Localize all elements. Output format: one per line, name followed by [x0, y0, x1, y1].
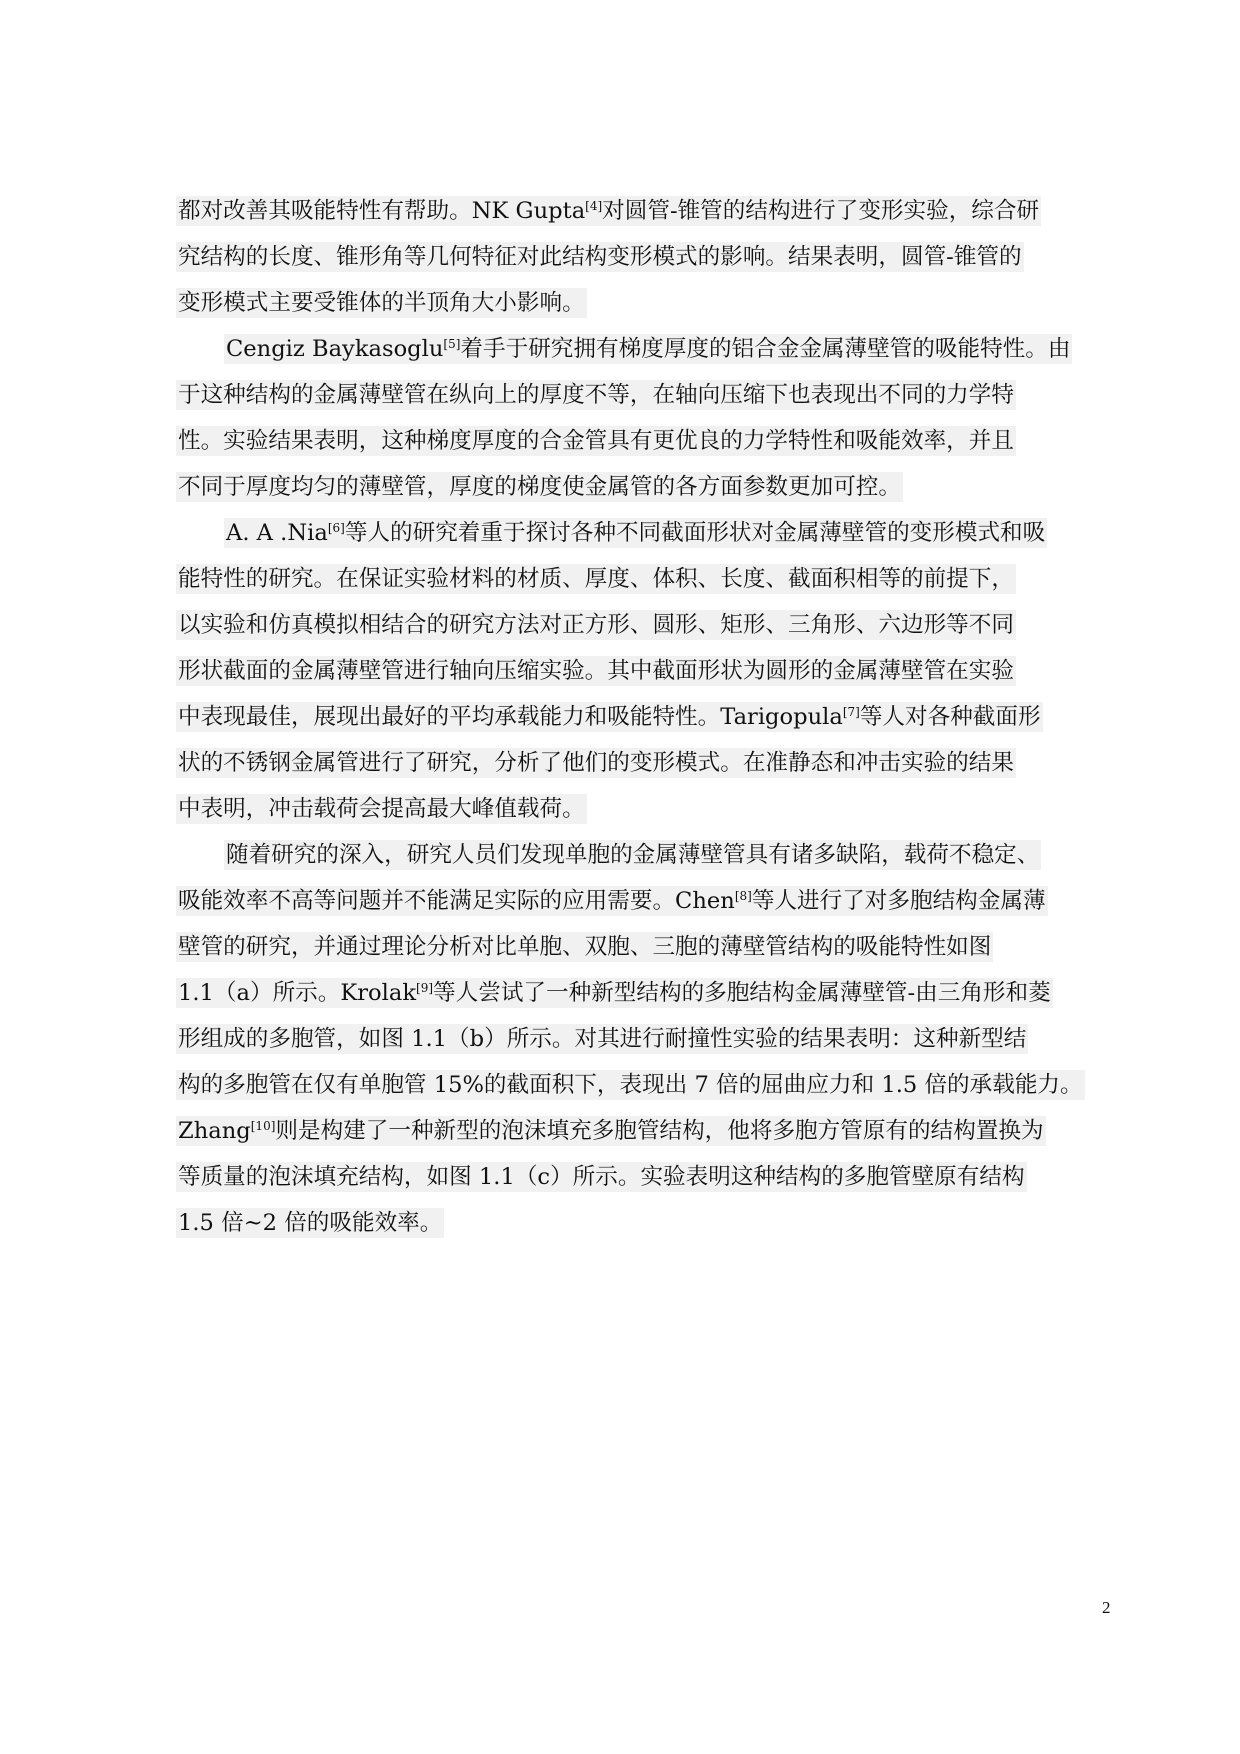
text-line [178, 372, 1118, 418]
citation-ref: [8] [734, 889, 752, 903]
text-line [178, 556, 1118, 602]
line-text [178, 1164, 1025, 1190]
citation-ref: [7] [842, 705, 860, 719]
text-segment: 等人尝试了一种新型结构的多胞结构金属薄壁管-由三角形和菱 [433, 980, 1051, 1006]
text-segment: 中表明，冲击载荷会提高最大峰值载荷。 [178, 796, 585, 822]
line-text [178, 382, 1014, 408]
text-line [178, 418, 1118, 464]
text-line [178, 326, 1118, 372]
line-text [226, 520, 1045, 546]
line-text [178, 612, 1014, 638]
text-segment: 吸能效率不高等问题并不能满足实际的应用需要。Chen [178, 888, 735, 914]
line-text [178, 1072, 1083, 1098]
text-segment: 随着研究的深入，研究人员们发现单胞的金属薄壁管具有诸多缺陷，载荷不稳定、 [226, 842, 1040, 868]
text-line [178, 234, 1118, 280]
text-segment: 构的多胞管在仅有单胞管 15%的截面积下，表现出 7 倍的屈曲应力和 1.5 倍的承载能力。 [178, 1072, 1083, 1098]
paragraph [178, 188, 1118, 326]
line-text [178, 750, 1014, 776]
line-text [178, 796, 585, 822]
text-line [178, 648, 1118, 694]
text-segment: 着手于研究拥有梯度厚度的铝合金金属薄壁管的吸能特性。由 [460, 336, 1071, 362]
text-line [178, 1062, 1118, 1108]
text-segment: Cengiz Baykasoglu [226, 336, 444, 362]
citation-ref: [9] [416, 981, 434, 995]
line-text [178, 244, 1022, 270]
text-segment: 壁管的研究，并通过理论分析对比单胞、双胞、三胞的薄壁管结构的吸能特性如图 [178, 934, 992, 960]
text-line [178, 878, 1118, 924]
text-segment: 都对改善其吸能特性有帮助。NK Gupta [178, 198, 586, 224]
line-text [178, 474, 901, 500]
text-segment: Zhang [178, 1118, 251, 1144]
body-text [178, 188, 1118, 1246]
line-text [178, 198, 1039, 224]
line-text [178, 1210, 442, 1236]
text-line [178, 1200, 1118, 1246]
paragraph [178, 832, 1118, 1246]
text-line [178, 510, 1118, 556]
text-line [178, 1154, 1118, 1200]
text-segment: 等质量的泡沫填充结构，如图 1.1（c）所示。实验表明这种结构的多胞管壁原有结构 [178, 1164, 1025, 1190]
text-line [178, 924, 1118, 970]
text-segment: 等人的研究着重于探讨各种不同截面形状对金属薄壁管的变形模式和吸 [344, 520, 1046, 546]
text-segment: 于这种结构的金属薄壁管在纵向上的厚度不等，在轴向压缩下也表现出不同的力学特 [178, 382, 1014, 408]
line-text [178, 704, 1041, 730]
paragraph [178, 326, 1118, 510]
text-segment: 对圆管-锥管的结构进行了变形实验，综合研 [602, 198, 1040, 224]
text-segment: 1.5 倍~2 倍的吸能效率。 [178, 1210, 443, 1236]
line-text [226, 336, 1070, 362]
text-line [178, 1016, 1118, 1062]
line-text [178, 934, 991, 960]
text-segment: 等人进行了对多胞结构金属薄 [751, 888, 1046, 914]
line-text [178, 980, 1051, 1006]
text-line [178, 602, 1118, 648]
text-line [178, 694, 1118, 740]
line-text [178, 566, 1014, 592]
text-segment: 1.1（a）所示。Krolak [178, 980, 417, 1006]
text-line [178, 970, 1118, 1016]
citation-ref: [10] [250, 1119, 276, 1133]
text-line [178, 740, 1118, 786]
text-segment: 形组成的多胞管，如图 1.1（b）所示。对其进行耐撞性实验的结果表明：这种新型结 [178, 1026, 1027, 1052]
text-line [178, 786, 1118, 832]
page-number: 2 [1102, 1598, 1111, 1617]
text-segment: 以实验和仿真模拟相结合的研究方法对正方形、圆形、矩形、三角形、六边形等不同 [178, 612, 1014, 638]
text-segment: 不同于厚度均匀的薄壁管，厚度的梯度使金属管的各方面参数更加可控。 [178, 474, 901, 500]
text-segment: 等人对各种截面形 [859, 704, 1041, 730]
text-line [178, 832, 1118, 878]
text-segment: 能特性的研究。在保证实验材料的材质、厚度、体积、长度、截面积相等的前提下， [178, 566, 1014, 592]
paragraph [178, 510, 1118, 832]
text-line [178, 280, 1118, 326]
line-text [178, 428, 1014, 454]
line-text [226, 842, 1039, 868]
line-text [178, 1118, 1044, 1144]
citation-ref: [5] [443, 337, 461, 351]
text-segment: 变形模式主要受锥体的半顶角大小影响。 [178, 290, 585, 316]
citation-ref: [6] [327, 521, 345, 535]
text-segment: 中表现最佳，展现出最好的平均承载能力和吸能特性。Tarigopula [178, 704, 843, 730]
text-segment: A. A .Nia [226, 520, 328, 546]
line-text [178, 658, 1014, 684]
line-text [178, 888, 1046, 914]
text-segment: 状的不锈钢金属管进行了研究，分析了他们的变形模式。在准静态和冲击实验的结果 [178, 750, 1014, 776]
text-segment: 究结构的长度、锥形角等几何特征对此结构变形模式的影响。结果表明，圆管-锥管的 [178, 244, 1022, 270]
text-line [178, 1108, 1118, 1154]
text-line [178, 464, 1118, 510]
text-segment: 则是构建了一种新型的泡沫填充多胞管结构，他将多胞方管原有的结构置换为 [275, 1118, 1044, 1144]
text-segment: 形状截面的金属薄壁管进行轴向压缩实验。其中截面形状为圆形的金属薄壁管在实验 [178, 658, 1014, 684]
line-text [178, 1026, 1026, 1052]
text-segment: 性。实验结果表明，这种梯度厚度的合金管具有更优良的力学特性和吸能效率，并且 [178, 428, 1014, 454]
line-text [178, 290, 585, 316]
citation-ref: [4] [585, 199, 603, 213]
text-line [178, 188, 1118, 234]
